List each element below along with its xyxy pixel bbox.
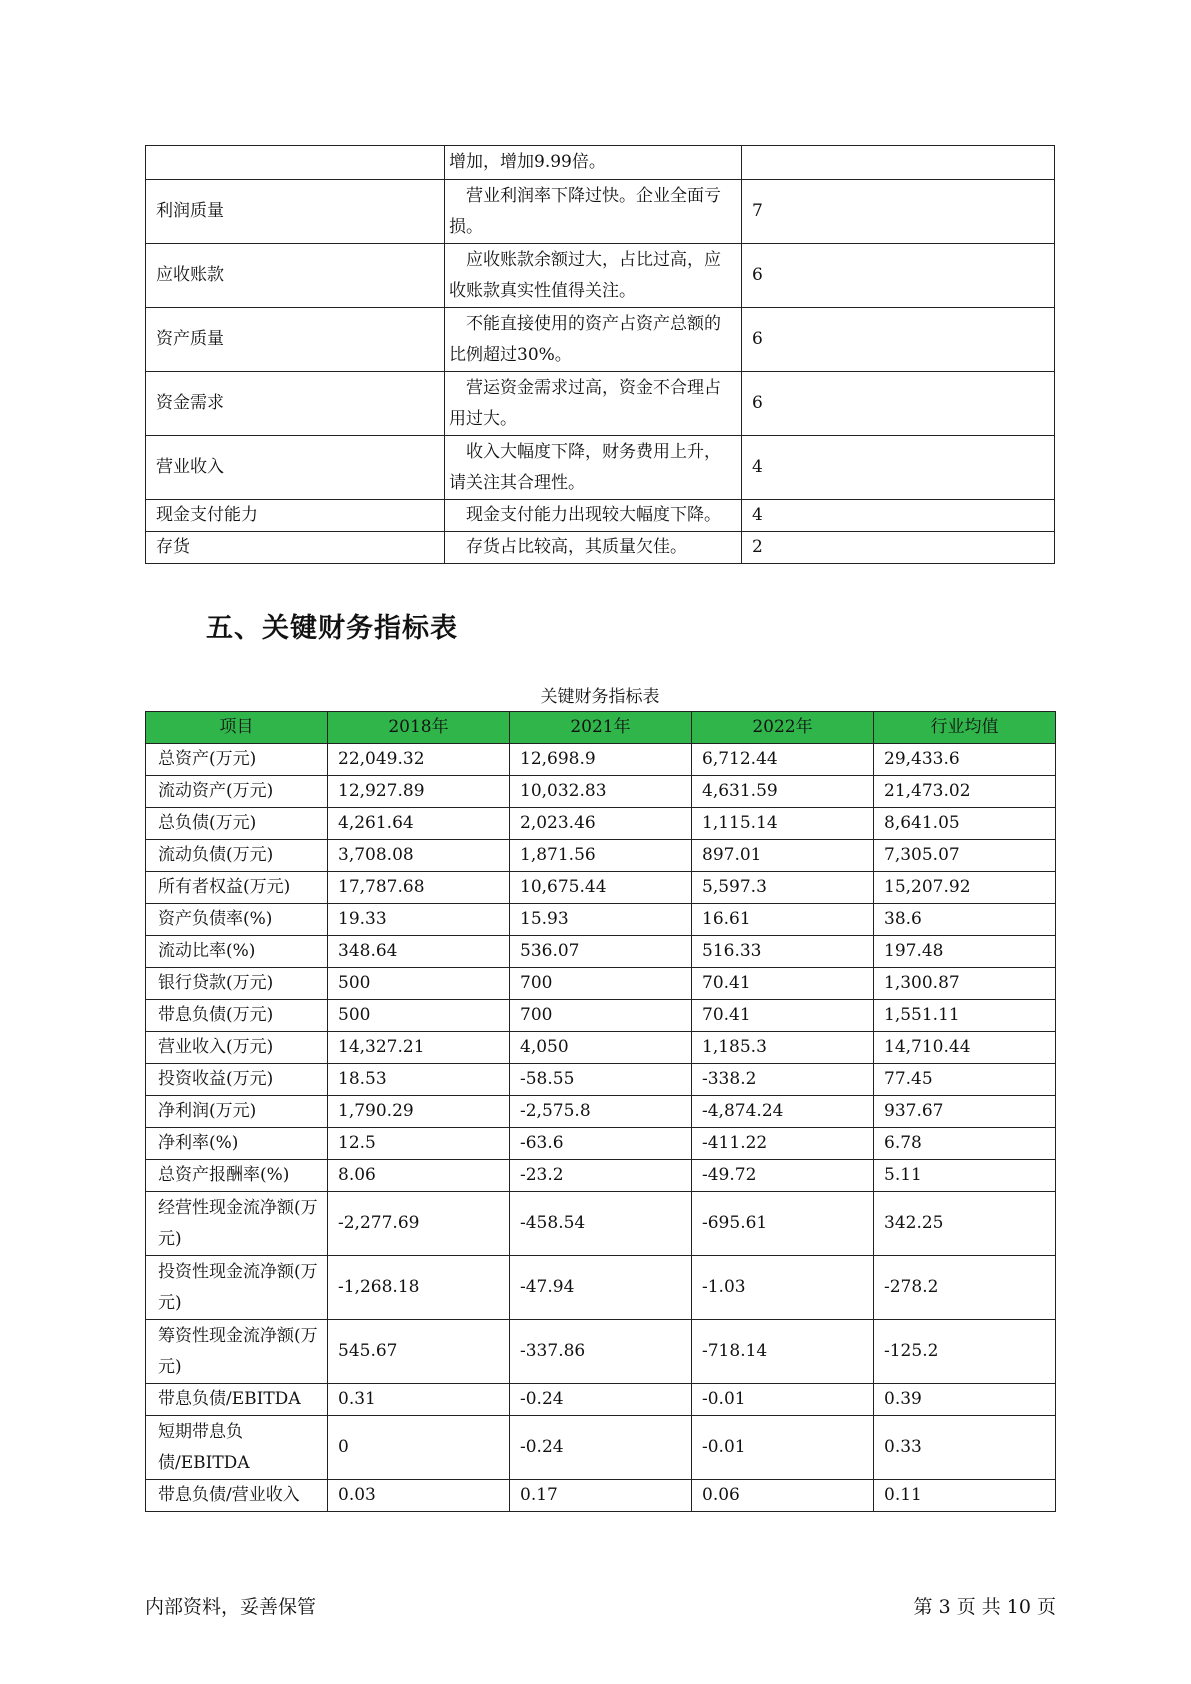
indicator-value-cell: -4,874.24 (692, 1096, 874, 1128)
table-caption: 关键财务指标表 (540, 687, 660, 707)
indicator-value-cell: 700 (510, 1000, 692, 1032)
indicator-name-cell: 带息负债/营业收入 (146, 1480, 328, 1512)
indicator-name-cell: 所有者权益(万元) (146, 872, 328, 904)
indicator-value-cell: -125.2 (874, 1320, 1056, 1384)
indicator-value-cell: -718.14 (692, 1320, 874, 1384)
indicator-value-cell: -0.24 (510, 1384, 692, 1416)
indicator-value-cell: 17,787.68 (328, 872, 510, 904)
indicator-name-cell: 筹资性现金流净额(万元) (146, 1320, 328, 1384)
indicator-value-cell: 21,473.02 (874, 776, 1056, 808)
indicator-value-cell: 516.33 (692, 936, 874, 968)
table-row (146, 1160, 1056, 1192)
risk-item-cell: 现金支付能力 (146, 500, 445, 532)
indicator-value-cell: 4,050 (510, 1032, 692, 1064)
table-row (146, 904, 1056, 936)
indicator-value-cell: 1,551.11 (874, 1000, 1056, 1032)
table-row (146, 1480, 1056, 1512)
indicator-value-cell: -695.61 (692, 1192, 874, 1256)
indicator-value-cell: 38.6 (874, 904, 1056, 936)
risk-score-cell: 4 (742, 436, 1055, 500)
table-row (146, 776, 1056, 808)
indicator-name-cell: 投资性现金流净额(万元) (146, 1256, 328, 1320)
indicator-value-cell: 3,708.08 (328, 840, 510, 872)
indicator-value-cell: -1,268.18 (328, 1256, 510, 1320)
indicator-name-cell: 银行贷款(万元) (146, 968, 328, 1000)
risk-description-text: 营业利润率下降过快。企业全面亏损。 (449, 185, 721, 237)
footer-page-number: 第 3 页 共 10 页 (913, 1596, 1056, 1618)
indicator-name-cell: 短期带息负债/EBITDA (146, 1416, 328, 1480)
indicator-value-cell: 18.53 (328, 1064, 510, 1096)
table-row (146, 244, 1055, 308)
indicator-value-cell: 12,927.89 (328, 776, 510, 808)
column-header: 行业均值 (874, 712, 1056, 744)
risk-description-cell (445, 436, 742, 500)
table-row (146, 1096, 1056, 1128)
indicator-value-cell: 536.07 (510, 936, 692, 968)
table-header-row (146, 712, 1056, 744)
indicator-value-cell: 14,327.21 (328, 1032, 510, 1064)
indicator-name-cell: 流动负债(万元) (146, 840, 328, 872)
indicator-value-cell: -1.03 (692, 1256, 874, 1320)
indicator-value-cell: 4,261.64 (328, 808, 510, 840)
indicator-value-cell: 22,049.32 (328, 744, 510, 776)
indicator-value-cell: 15,207.92 (874, 872, 1056, 904)
indicator-name-cell: 投资收益(万元) (146, 1064, 328, 1096)
table-row (146, 808, 1056, 840)
indicator-value-cell: 0.03 (328, 1480, 510, 1512)
indicator-value-cell: 12.5 (328, 1128, 510, 1160)
indicator-value-cell: 6.78 (874, 1128, 1056, 1160)
indicator-name-cell: 营业收入(万元) (146, 1032, 328, 1064)
key-financial-indicators-table (145, 711, 1056, 1512)
risk-description-cell (445, 372, 742, 436)
table-row (146, 436, 1055, 500)
table-row (146, 968, 1056, 1000)
table-row (146, 1384, 1056, 1416)
table-row (146, 500, 1055, 532)
table-row (146, 180, 1055, 244)
risk-item-cell: 营业收入 (146, 436, 445, 500)
indicator-value-cell: 1,185.3 (692, 1032, 874, 1064)
risk-item-cell: 存货 (146, 532, 445, 564)
risk-item-cell: 利润质量 (146, 180, 445, 244)
column-header: 项目 (146, 712, 328, 744)
indicator-value-cell: -0.24 (510, 1416, 692, 1480)
table-row (146, 840, 1056, 872)
indicator-value-cell: 0.31 (328, 1384, 510, 1416)
risk-description-text: 不能直接使用的资产占资产总额的比例超过30%。 (449, 313, 721, 365)
indicator-value-cell: 700 (510, 968, 692, 1000)
indicator-value-cell: 500 (328, 1000, 510, 1032)
table-row (146, 1320, 1056, 1384)
table-row (146, 744, 1056, 776)
risk-description-cell (445, 532, 742, 564)
indicator-value-cell: -338.2 (692, 1064, 874, 1096)
indicator-value-cell: 937.67 (874, 1096, 1056, 1128)
indicator-name-cell: 总负债(万元) (146, 808, 328, 840)
risk-score-cell (742, 146, 1055, 180)
table-row (146, 146, 1055, 180)
indicator-value-cell: 19.33 (328, 904, 510, 936)
indicator-value-cell: 0.33 (874, 1416, 1056, 1480)
indicator-value-cell: -58.55 (510, 1064, 692, 1096)
indicator-value-cell: -0.01 (692, 1416, 874, 1480)
indicator-name-cell: 流动资产(万元) (146, 776, 328, 808)
indicator-value-cell: -0.01 (692, 1384, 874, 1416)
indicator-value-cell: 0.11 (874, 1480, 1056, 1512)
indicator-name-cell: 流动比率(%) (146, 936, 328, 968)
indicator-value-cell: -2,277.69 (328, 1192, 510, 1256)
risk-description-text: 现金支付能力出现较大幅度下降。 (466, 505, 721, 525)
risk-item-cell: 应收账款 (146, 244, 445, 308)
risk-score-cell: 4 (742, 500, 1055, 532)
table-row (146, 1064, 1056, 1096)
indicator-value-cell: 500 (328, 968, 510, 1000)
indicator-name-cell: 带息负债(万元) (146, 1000, 328, 1032)
table-row (146, 372, 1055, 436)
indicator-value-cell: -2,575.8 (510, 1096, 692, 1128)
footer-confidential-note: 内部资料，妥善保管 (145, 1596, 317, 1618)
indicator-value-cell: 12,698.9 (510, 744, 692, 776)
risk-score-cell: 6 (742, 308, 1055, 372)
indicator-name-cell: 带息负债/EBITDA (146, 1384, 328, 1416)
indicator-value-cell: -458.54 (510, 1192, 692, 1256)
indicator-value-cell: 545.67 (328, 1320, 510, 1384)
indicator-value-cell: 77.45 (874, 1064, 1056, 1096)
indicator-value-cell: -47.94 (510, 1256, 692, 1320)
table-row (146, 308, 1055, 372)
risk-description-cell (445, 146, 742, 180)
section-heading: 五、关键财务指标表 (206, 613, 458, 644)
indicator-value-cell: 15.93 (510, 904, 692, 936)
risk-item-cell: 资金需求 (146, 372, 445, 436)
risk-factor-table (145, 145, 1055, 564)
risk-description-cell (445, 180, 742, 244)
risk-description-text: 营运资金需求过高，资金不合理占用过大。 (449, 377, 721, 429)
risk-description-text: 应收账款余额过大，占比过高，应收账款真实性值得关注。 (449, 249, 721, 301)
indicator-name-cell: 总资产报酬率(%) (146, 1160, 328, 1192)
indicator-name-cell: 资产负债率(%) (146, 904, 328, 936)
indicator-value-cell: -49.72 (692, 1160, 874, 1192)
indicator-value-cell: 0 (328, 1416, 510, 1480)
table-row (146, 936, 1056, 968)
indicator-value-cell: 0.39 (874, 1384, 1056, 1416)
column-header: 2021年 (510, 712, 692, 744)
column-header: 2022年 (692, 712, 874, 744)
risk-item-cell: 资产质量 (146, 308, 445, 372)
indicator-value-cell: 10,675.44 (510, 872, 692, 904)
indicator-value-cell: 0.17 (510, 1480, 692, 1512)
table-row (146, 1128, 1056, 1160)
indicator-value-cell: 342.25 (874, 1192, 1056, 1256)
indicator-value-cell: 16.61 (692, 904, 874, 936)
risk-score-cell: 6 (742, 244, 1055, 308)
risk-description-cell (445, 500, 742, 532)
indicator-value-cell: 8.06 (328, 1160, 510, 1192)
risk-description-cell (445, 244, 742, 308)
risk-score-cell: 6 (742, 372, 1055, 436)
indicator-value-cell: 348.64 (328, 936, 510, 968)
indicator-value-cell: -411.22 (692, 1128, 874, 1160)
table-row (146, 1032, 1056, 1064)
indicator-value-cell: 1,300.87 (874, 968, 1056, 1000)
indicator-value-cell: 5.11 (874, 1160, 1056, 1192)
indicator-name-cell: 净利润(万元) (146, 1096, 328, 1128)
indicator-value-cell: 2,023.46 (510, 808, 692, 840)
indicator-value-cell: 0.06 (692, 1480, 874, 1512)
indicator-value-cell: 1,790.29 (328, 1096, 510, 1128)
risk-description-text: 存货占比较高，其质量欠佳。 (466, 537, 687, 557)
indicator-name-cell: 净利率(%) (146, 1128, 328, 1160)
indicator-value-cell: 1,871.56 (510, 840, 692, 872)
indicator-value-cell: 14,710.44 (874, 1032, 1056, 1064)
table-row (146, 1192, 1056, 1256)
risk-description-cell (445, 308, 742, 372)
indicator-value-cell: 70.41 (692, 1000, 874, 1032)
indicator-value-cell: 1,115.14 (692, 808, 874, 840)
indicator-value-cell: -337.86 (510, 1320, 692, 1384)
indicator-value-cell: 4,631.59 (692, 776, 874, 808)
indicator-value-cell: -278.2 (874, 1256, 1056, 1320)
indicator-name-cell: 总资产(万元) (146, 744, 328, 776)
column-header: 2018年 (328, 712, 510, 744)
indicator-value-cell: -63.6 (510, 1128, 692, 1160)
table-row (146, 1416, 1056, 1480)
indicator-value-cell: 29,433.6 (874, 744, 1056, 776)
risk-item-cell (146, 146, 445, 180)
indicator-name-cell: 经营性现金流净额(万元) (146, 1192, 328, 1256)
table-row (146, 1000, 1056, 1032)
risk-score-cell: 7 (742, 180, 1055, 244)
table-row (146, 532, 1055, 564)
table-row (146, 872, 1056, 904)
indicator-value-cell: 5,597.3 (692, 872, 874, 904)
indicator-value-cell: 70.41 (692, 968, 874, 1000)
indicator-value-cell: 197.48 (874, 936, 1056, 968)
indicator-value-cell: 897.01 (692, 840, 874, 872)
indicator-value-cell: 6,712.44 (692, 744, 874, 776)
risk-score-cell: 2 (742, 532, 1055, 564)
risk-description-text: 收入大幅度下降，财务费用上升，请关注其合理性。 (449, 441, 721, 493)
indicator-value-cell: 8,641.05 (874, 808, 1056, 840)
table-row (146, 1256, 1056, 1320)
risk-description-text: 增加，增加9.99倍。 (449, 152, 606, 172)
indicator-value-cell: 10,032.83 (510, 776, 692, 808)
indicator-value-cell: 7,305.07 (874, 840, 1056, 872)
indicator-value-cell: -23.2 (510, 1160, 692, 1192)
